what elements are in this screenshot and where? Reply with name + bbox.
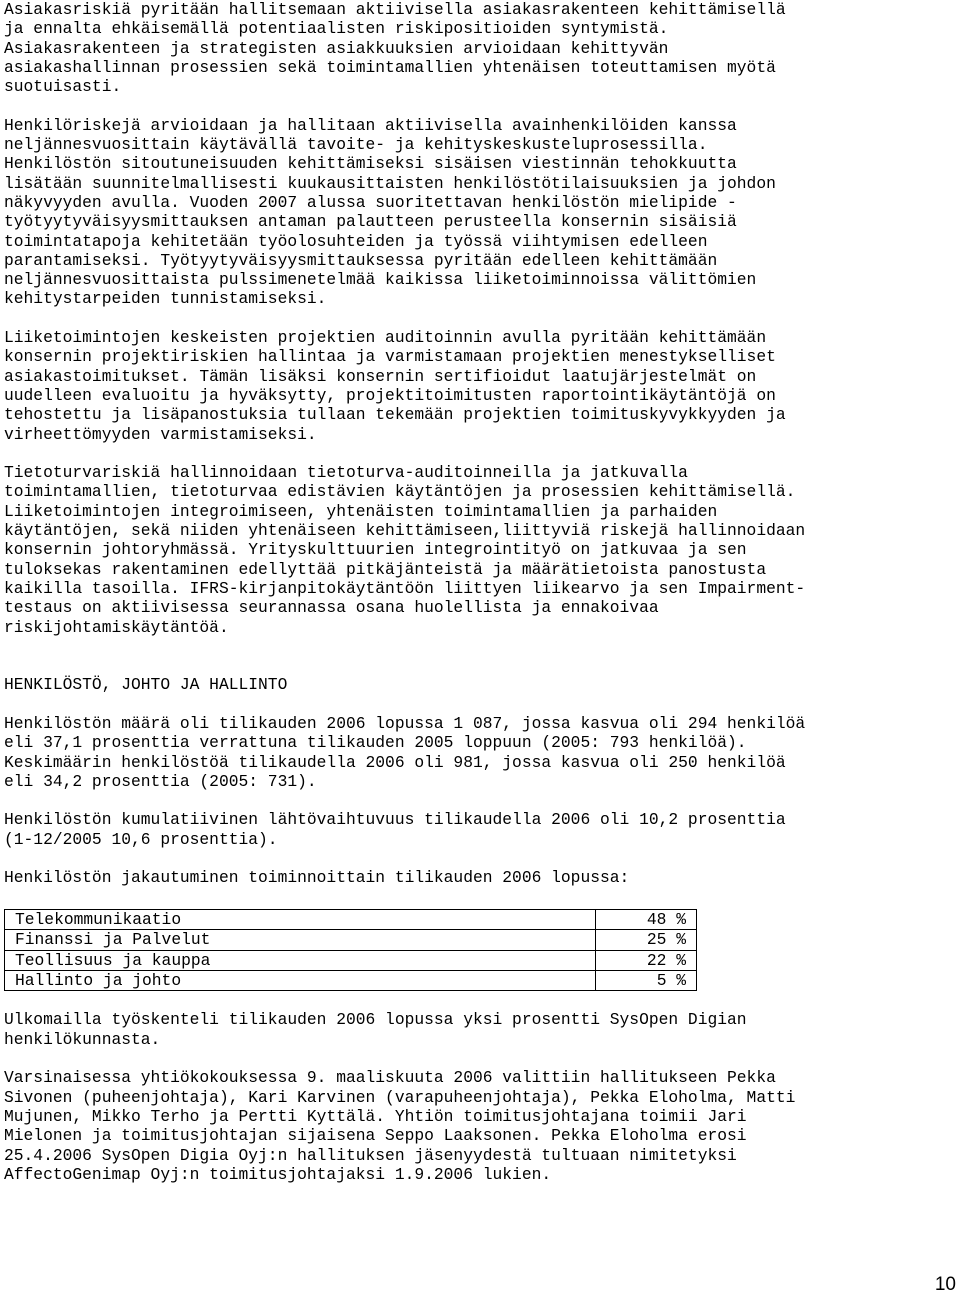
text-line: riskijohtamiskäytäntöä. xyxy=(4,617,229,637)
text-line: Sivonen (puheenjohtaja), Kari Karvinen (varapuheenjohtaja), Pekka Eloholma, Matti xyxy=(4,1087,796,1107)
text-line: Henkilöriskejä arvioidaan ja hallitaan aktiivisella avainhenkilöiden kanssa xyxy=(4,115,737,135)
text-line: toimintamallien, tietoturvaa edistävien käytäntöjen ja prosessien kehittämisellä. xyxy=(4,482,796,502)
text-line: Henkilöstön sitoutuneisuuden kehittämiseksi sisäisen viestinnän tehokkuutta xyxy=(4,154,737,174)
table-row xyxy=(5,950,697,970)
paragraph-turnover xyxy=(4,810,954,849)
text-line: Liiketoimintojen keskeisten projektien auditoinnin avulla pyritään kehittämään xyxy=(4,328,767,348)
paragraph-abroad xyxy=(4,1010,954,1049)
table-cell-value: 25 % xyxy=(596,930,697,950)
paragraph-project-risk xyxy=(4,328,954,444)
text-line: virheettömyyden varmistamiseksi. xyxy=(4,424,317,444)
paragraph-board xyxy=(4,1068,954,1184)
text-line: Henkilöstön määrä oli tilikauden 2006 lopussa 1 087, jossa kasvua oli 294 henkilöä xyxy=(4,713,806,733)
table-cell-label: Hallinto ja johto xyxy=(5,970,596,990)
text-line: Keskimäärin henkilöstöä tilikaudella 2006 oli 981, jossa kasvua oli 250 henkilöä xyxy=(4,752,786,772)
paragraph-headcount xyxy=(4,714,954,791)
text-line: näkyvyyden avulla. Vuoden 2007 alussa suoritettavan henkilöstön mielipide - xyxy=(4,192,737,212)
text-line: asiakashallinnan prosessien sekä toimintamallien yhtenäisen toteuttamisen myötä xyxy=(4,57,776,77)
text-line: lisätään suunnitelmallisesti kuukausittaisten henkilöstötilaisuuksien ja johdon xyxy=(4,173,776,193)
paragraph-personnel-risk xyxy=(4,116,954,309)
text-line: kehitystarpeiden tunnistamiseksi. xyxy=(4,289,327,309)
text-line: suotuisasti. xyxy=(4,77,122,97)
table-row xyxy=(5,970,697,990)
text-line: henkilökunnasta. xyxy=(4,1029,161,1049)
text-line: eli 34,2 prosenttia (2005: 731). xyxy=(4,771,317,791)
text-line: asiakastoimitukset. Tämän lisäksi konsernin sertifioidut laatujärjestelmät on xyxy=(4,366,757,386)
text-line: neljännesvuosittain käytävällä tavoite- ja kehityskeskusteluprosessilla. xyxy=(4,135,708,155)
text-line: 25.4.2006 SysOpen Digia Oyj:n hallituksen jäsenyydestä tultuaan nimitetyksi xyxy=(4,1145,737,1165)
text-line: työtyytyväisyysmittauksen antaman palautteen perusteella konsernin sisäisiä xyxy=(4,212,737,232)
text-line: konsernin projektiriskien hallintaa ja varmistamaan projektien menestykselliset xyxy=(4,347,776,367)
text-line: Henkilöstön kumulatiivinen lähtövaihtuvuus tilikaudella 2006 oli 10,2 prosenttia xyxy=(4,810,786,830)
table-cell-label: Telekommunikaatio xyxy=(5,909,596,929)
page-number: 10 xyxy=(934,1274,956,1295)
text-line: tehostettu ja lisäpanostuksia tullaan tekemään projektien toimituskyvykkyyden ja xyxy=(4,405,786,425)
text-line: (1-12/2005 10,6 prosenttia). xyxy=(4,829,278,849)
text-line: toimintatapoja kehitetään työolosuhteiden ja työssä viihtymisen edelleen xyxy=(4,231,708,251)
paragraph-security-risk xyxy=(4,463,954,637)
table-cell-value: 5 % xyxy=(596,970,697,990)
text-line: eli 37,1 prosenttia verrattuna tilikauden 2005 loppuun (2005: 793 henkilöä). xyxy=(4,733,747,753)
document-page xyxy=(4,0,954,1184)
table-cell-label: Finanssi ja Palvelut xyxy=(5,930,596,950)
text-line: Asiakasriskiä pyritään hallitsemaan aktiivisella asiakasrakenteen kehittämisellä xyxy=(4,0,786,19)
text-line: Liiketoimintojen integroimiseen, yhtenäisten toimintamallien ja parhaiden xyxy=(4,501,718,521)
section-heading: HENKILÖSTÖ, JOHTO JA HALLINTO xyxy=(4,675,288,695)
text-line: testaus on aktiivisessa seurannassa osana huolellista ja ennakoivaa xyxy=(4,598,659,618)
table-cell-value: 22 % xyxy=(596,950,697,970)
text-line: uudelleen evaluoitu ja hyväksytty, projektitoimitusten raportointikäytäntöjä on xyxy=(4,385,776,405)
text-line: Tietoturvariskiä hallinnoidaan tietoturva-auditoinneilla ja jatkuvalla xyxy=(4,463,688,483)
table-cell-value: 48 % xyxy=(596,909,697,929)
text-line: Varsinaisessa yhtiökokouksessa 9. maaliskuuta 2006 valittiin hallitukseen Pekka xyxy=(4,1068,776,1088)
text-line: Ulkomailla työskenteli tilikauden 2006 lopussa yksi prosentti SysOpen Digian xyxy=(4,1010,747,1030)
text-line: ja ennalta ehkäisemällä potentiaalisten riskipositioiden syntymistä. xyxy=(4,19,669,39)
text-line: tuloksekas rakentaminen edellyttää pitkäjänteistä ja määrätietoista panostusta xyxy=(4,559,767,579)
text-line: parantamiseksi. Työtyytyväisyysmittauksessa pyritään edelleen kehittämään xyxy=(4,250,718,270)
table-intro: Henkilöstön jakautuminen toiminnoittain tilikauden 2006 lopussa: xyxy=(4,868,630,888)
table-cell-label: Teollisuus ja kauppa xyxy=(5,950,596,970)
table-row xyxy=(5,909,697,929)
table-row xyxy=(5,930,697,950)
text-line: AffectoGenimap Oyj:n toimitusjohtajaksi 1.9.2006 lukien. xyxy=(4,1164,552,1184)
text-line: konsernin johtoryhmässä. Yrityskulttuurien integrointityö on jatkuvaa ja sen xyxy=(4,540,747,560)
text-line: kaikilla tasoilla. IFRS-kirjanpitokäytäntöön liittyen liikearvo ja sen Impairment- xyxy=(4,578,806,598)
text-line: neljännesvuosittaista pulssimenetelmää kaikissa liiketoiminnoissa välittömien xyxy=(4,270,757,290)
text-line: Mielonen ja toimitusjohtajan sijaisena Seppo Laaksonen. Pekka Eloholma erosi xyxy=(4,1126,747,1146)
text-line: käytäntöjen, sekä niiden yhtenäiseen kehittämiseen,liittyviä riskejä hallinnoidaan xyxy=(4,521,806,541)
paragraph-customer-risk xyxy=(4,0,954,96)
personnel-distribution-table xyxy=(4,909,697,991)
text-line: Mujunen, Mikko Terho ja Pertti Kyttälä. Yhtiön toimitusjohtajana toimii Jari xyxy=(4,1106,747,1126)
text-line: Asiakasrakenteen ja strategisten asiakkuuksien arvioidaan kehittyvän xyxy=(4,38,669,58)
